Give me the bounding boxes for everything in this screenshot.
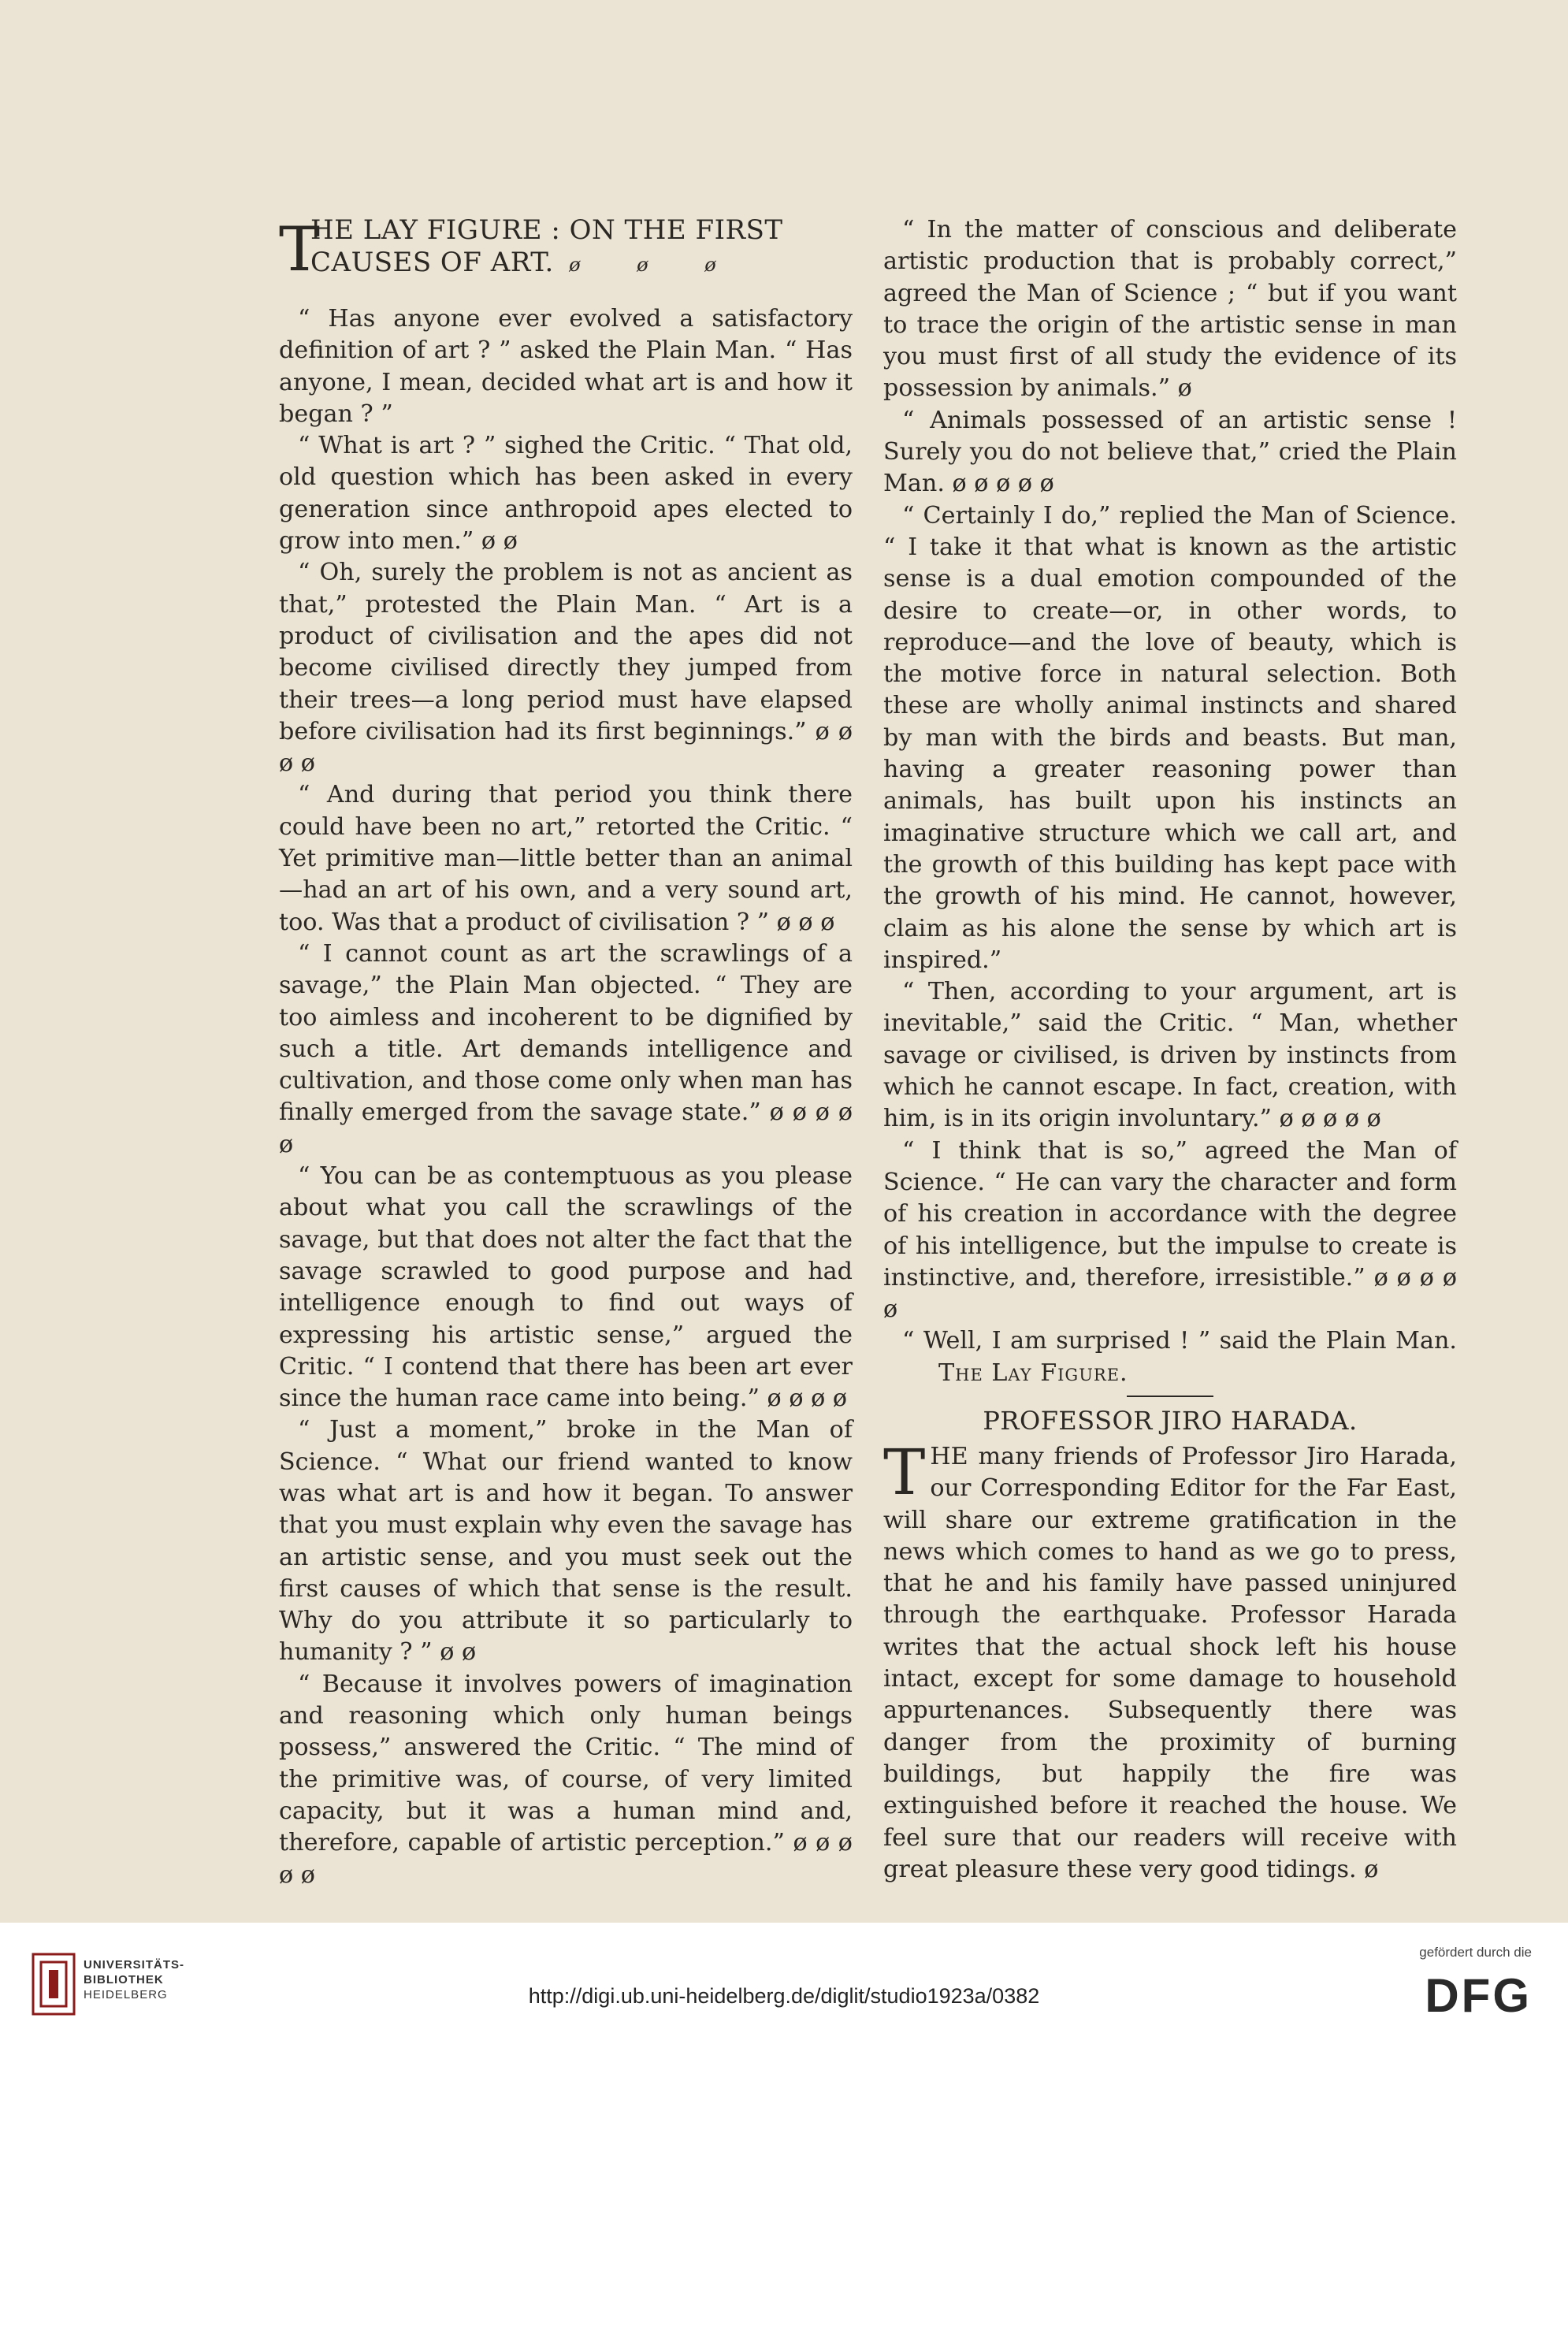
paragraph: “ Oh, surely the problem is not as ancient as that,” protested the Plain Man. “ Art is a product of civilisation and the apes did not become civilised directly they jumped from their trees—a long period must have elapsed before civilisation had its first beginnings.” ø ø ø ø [279, 559, 853, 778]
paragraph: “ Has anyone ever evolved a satisfactory definition of art ? ” asked the Plain Man. “ Has anyone, I mean, decided what art is and how it began ? ” [279, 305, 853, 428]
paragraph: “ You can be as contemptuous as you please about what you call the scrawlings of the savage, but that does not alter the fact that the savage scrawled to good purpose and had intelligence enough to find out ways of expressing his artistic sense,” argued the Critic. “ I contend that there has been art ever since the human race came into being.” ø ø ø ø [279, 1162, 853, 1413]
paragraph: “ Animals possessed of an artistic sense ! Surely you do not believe that,” cried the Plain Man. ø ø ø ø ø [883, 406, 1457, 498]
paragraph: “ In the matter of conscious and deliberate artistic production that is probably correct,” agreed the Man of Science ; “ but if you want to trace the origin of the artistic sense in man you must first of all study the evidence of its possession by animals.” ø [883, 216, 1457, 403]
source-url-link[interactable]: http://digi.ub.uni-heidelberg.de/diglit/studio1923a/0382 [528, 1984, 1040, 2008]
paragraph: “ I cannot count as art the scrawlings of a savage,” the Plain Man objected. “ They are too aimless and incoherent to be dignified by such a title. Art demands intelligence and cultivation, and those come only when man has finally emerged from the savage state.” ø ø ø ø ø [279, 939, 853, 1158]
paragraph: “ Certainly I do,” replied the Man of Science. “ I take it that what is known as the artistic sense is a dual emotion compounded of the desire to create—or, in other words, to reproduce—and the love of beauty, which is the motive force in natural selection. Both these are wholly animal instincts and shared by man with the birds and beasts. But man, having a greater reasoning power than animals, has built upon his instincts an imaginative structure which we call art, and the growth of this building has kept pace with the growth of his mind. He cannot, however, claim as his alone the sense by which art is inspired.” [883, 501, 1457, 974]
paragraph: “ Just a moment,” broke in the Man of Science. “ What our friend wanted to know was what art is and how it began. To answer that you must explain why even the savage has an artistic sense, and you must seek out the first causes of which that sense is the result. Why do you attribute it so particularly to humanity ? ” ø ø [279, 1416, 853, 1667]
signature: The Lay Figure. [938, 1358, 1128, 1387]
article-title [279, 214, 853, 285]
leaf-ornament: ø ø ø [569, 254, 741, 276]
dfg-logo: DFG [1425, 1969, 1532, 2022]
news-drop-cap: T [883, 1435, 926, 1509]
paragraph: “ And during that period you think there could have been no art,” retorted the Critic. “ Yet primitive man—little better than an animal—had an art of his own, and a very sound art, too. Was that a product of civilisation ? ” ø ø ø [279, 781, 853, 936]
section-heading: PROFESSOR JIRO HARADA. [983, 1405, 1358, 1436]
paragraph: “ I think that is so,” agreed the Man of Science. “ He can vary the character and form of his creation in accordance with the degree of his intelligence, but the impulse to create is instinctive, and, therefore, irresistible.” ø ø ø ø ø [883, 1136, 1457, 1324]
title-drop-cap: T [279, 214, 321, 285]
paragraph: “ Because it involves powers of imagination and reasoning which only human beings possess,” answered the Critic. “ The mind of the primitive was, of course, of very limited capacity, but it was a human mind and, therefore, capable of artistic perception.” ø ø ø ø ø [279, 1670, 853, 1889]
section-divider [1127, 1396, 1213, 1397]
paragraph: “ What is art ? ” sighed the Critic. “ That old, old question which has been asked in every generation since anthropoid apes elected to grow into men.” ø ø [279, 432, 853, 556]
closing-paragraph [883, 1325, 1457, 1389]
library-line-3: HEIDELBERG [84, 1988, 168, 2001]
library-line-2: BIBLIOTHEK [84, 1973, 164, 1987]
right-column [883, 214, 1457, 1886]
library-line-1: UNIVERSITÄTS- [84, 1958, 185, 1972]
funding-note: gefördert durch die [1419, 1945, 1532, 1960]
news-text: HE many friends of Professor Jiro Harada, our Corresponding Editor for the Far East, will share our extreme gratification in the news which comes to hand as we go to press, that he and his family have passed uninjured through the earthquake. Professor Harada writes that the actual shock left his house intact, except for some damage to household appurtenances. Subsequently there was danger from the proximity of burning buildings, but happily the fire was extinguished before it reached the house. We feel sure that our readers will receive with great pleasure these very good tidings. ø [883, 1442, 1457, 1883]
paragraph: “ Then, according to your argument, art is inevitable,” said the Critic. “ Man, whether savage or civilised, is driven by instincts from which he cannot escape. In fact, creation, with him, is in its origin involuntary.” ø ø ø ø ø [883, 978, 1457, 1133]
news-paragraph [883, 1435, 1457, 1886]
left-column [279, 214, 853, 1891]
title-text: HE LAY FIGURE : ON THE FIRST CAUSES OF ART. [310, 214, 783, 278]
closing-text: “ Well, I am surprised ! ” said the Plain Man. [902, 1327, 1457, 1355]
